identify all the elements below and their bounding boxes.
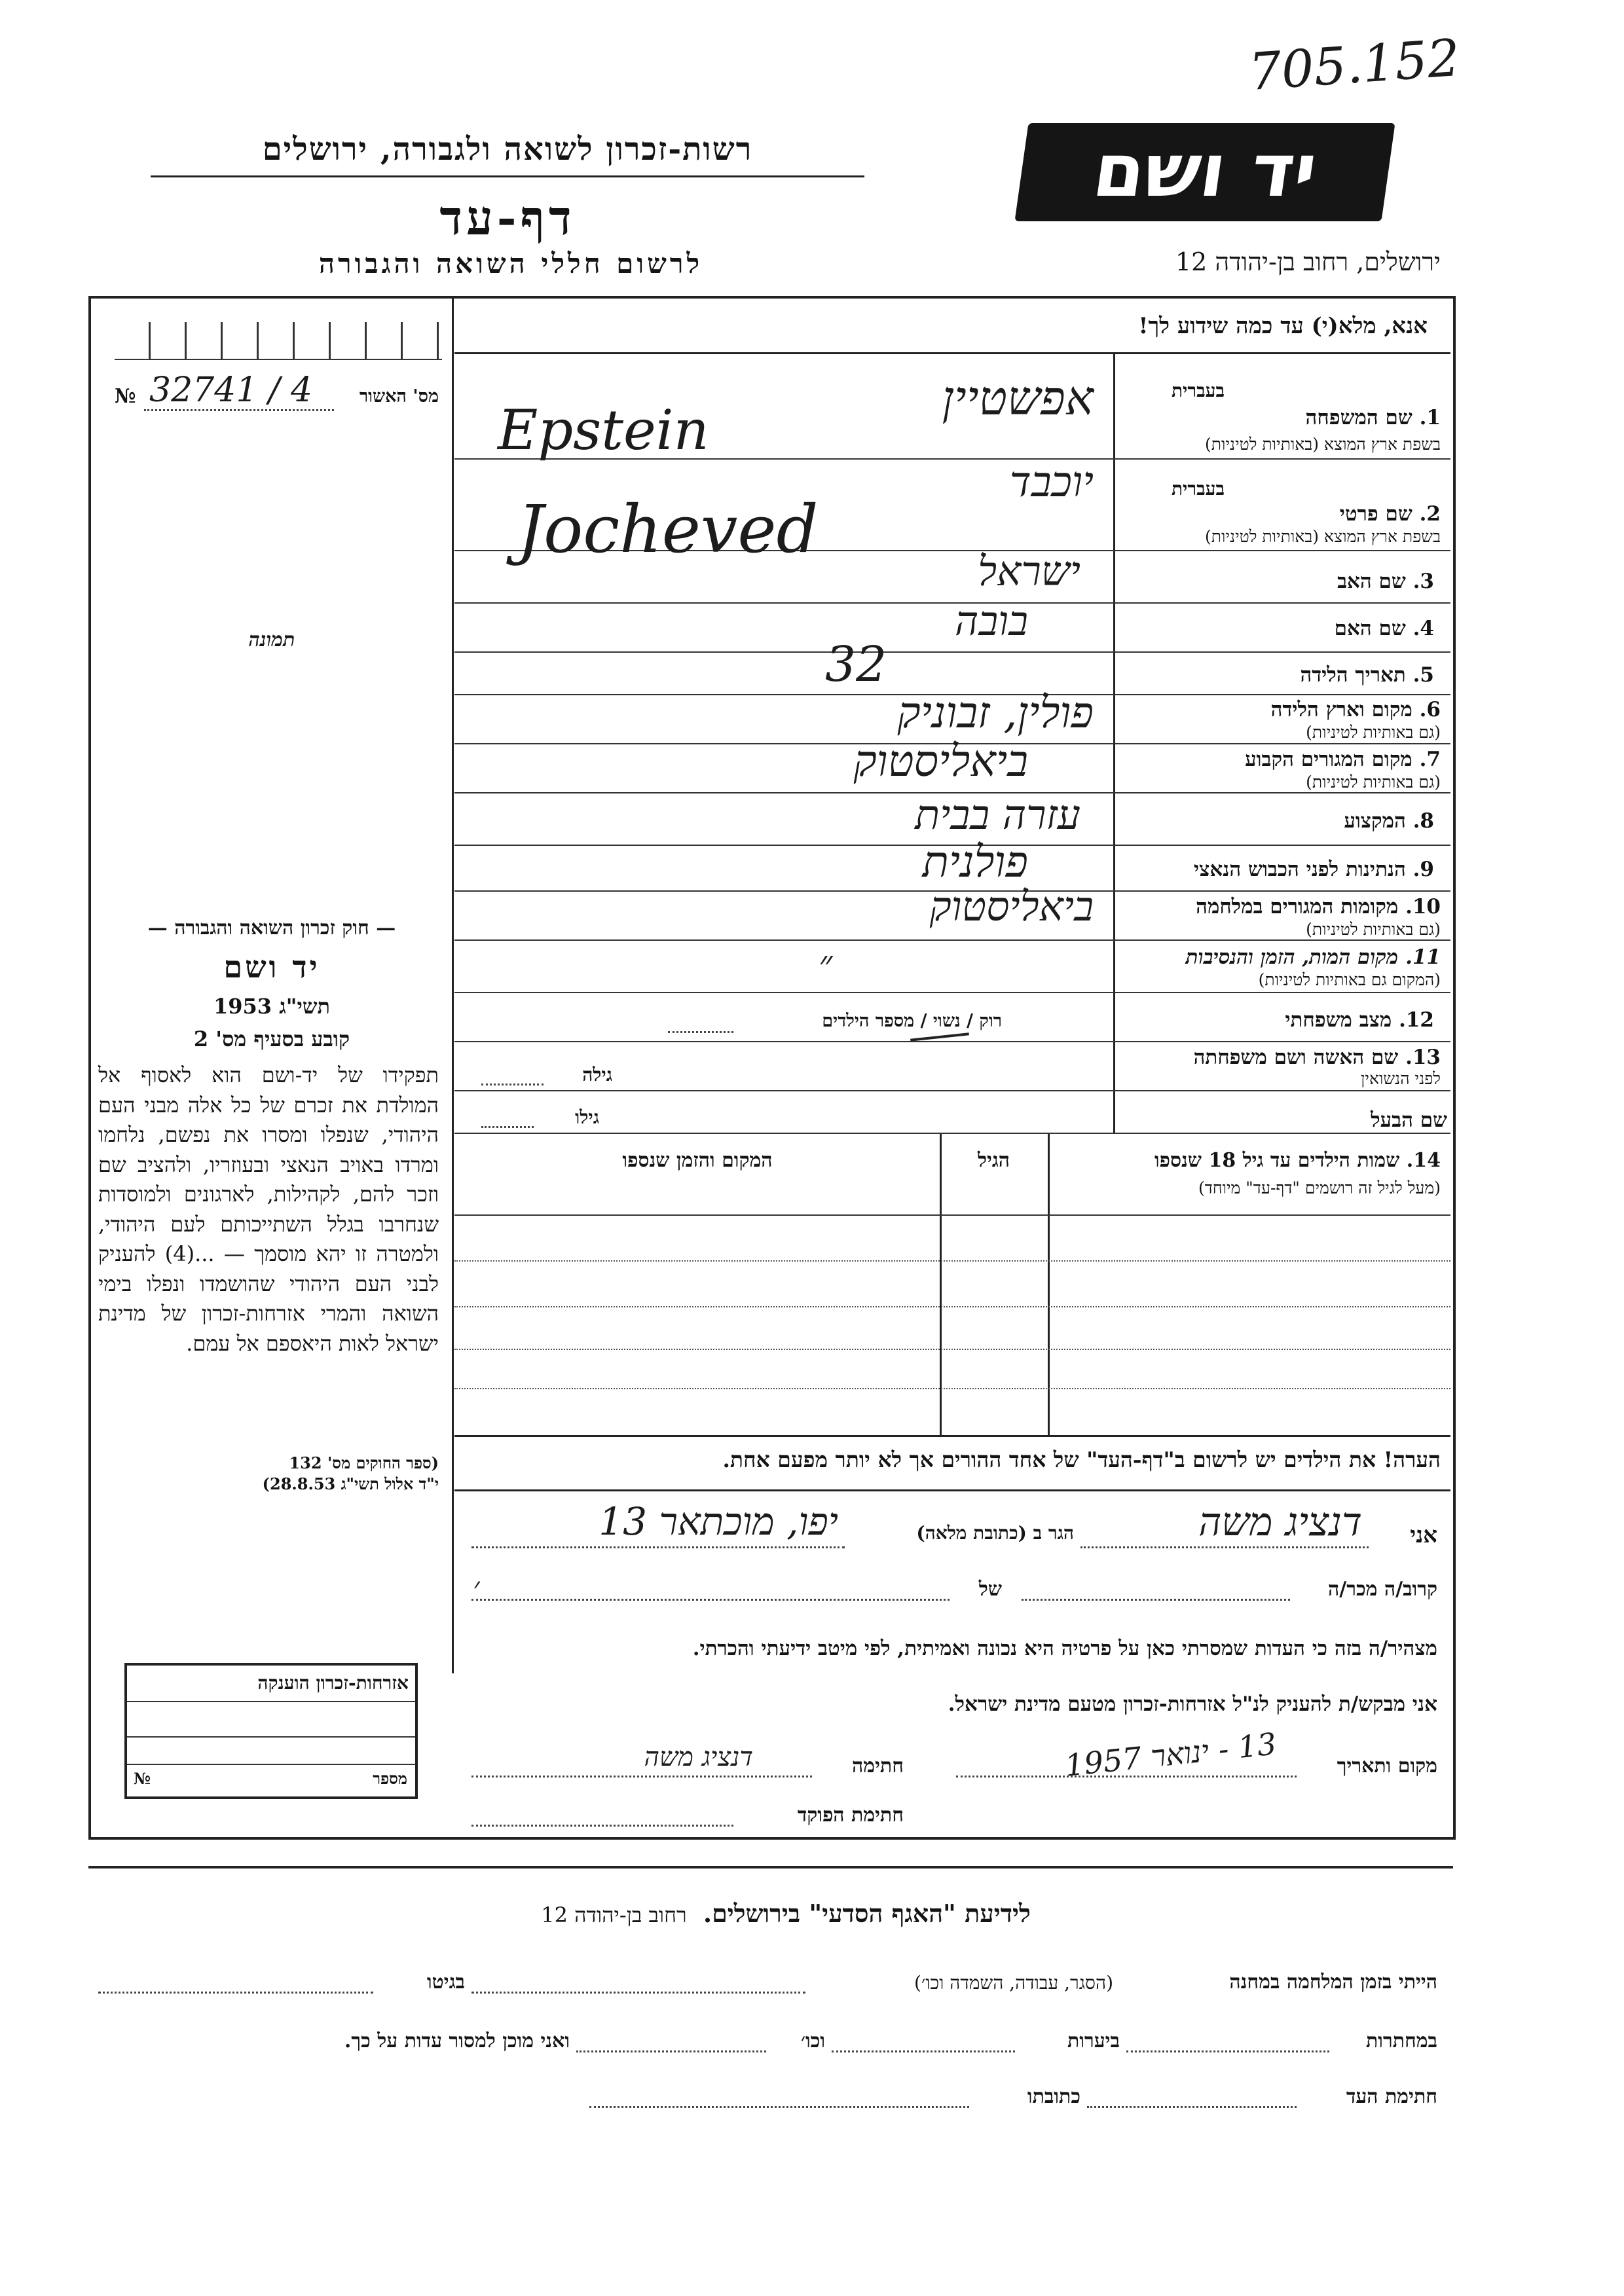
- field-sub: בשפת ארץ המוצא (באותיות לטיניות): [1205, 435, 1441, 454]
- form-subtitle: לרשום חללי השואה והגבורה: [318, 247, 703, 280]
- instruction: אנא, מלא(י) עד כמה שידוע לך!: [1138, 313, 1428, 339]
- field-wife-name: [1116, 1044, 1441, 1090]
- field-residence: [1116, 746, 1441, 792]
- field-death-place: [1116, 943, 1441, 992]
- children-row-rule: [454, 1306, 1450, 1307]
- approval-ticks: [115, 322, 442, 360]
- father-name-value: ישראל: [978, 547, 1080, 595]
- hebrew-tag: בעברית: [1171, 380, 1225, 401]
- photo-label: תמונה: [248, 629, 295, 651]
- bottom-title: לידיעת "האגף הסדעי" בירושלים.: [703, 1899, 1031, 1928]
- row-rule: [454, 992, 1450, 993]
- signature-label: חתימה: [852, 1755, 904, 1777]
- residence-value: ביאליסטוק: [853, 736, 1028, 786]
- bottom-line2-dotted-3: [576, 2050, 766, 2052]
- signature-value: דנציג משה: [644, 1742, 753, 1772]
- declare-text: מצהיר/ה בזה כי העדות שמסרתי כאן על פרטיה היא נכונה ואמיתית, לפי מיטב ידיעתי והכרתי.: [692, 1637, 1437, 1660]
- field-sub: (גם באותיות לטיניות): [1306, 920, 1441, 939]
- bottom-line1-c: בגיטו: [426, 1971, 465, 1994]
- birth-date-value: 32: [825, 636, 887, 693]
- bottom-separator: [88, 1866, 1453, 1868]
- family-name-latin-value: Epstein: [498, 398, 709, 462]
- bottom-line2-dotted: [1126, 2050, 1329, 2052]
- instruction-rule: [454, 352, 1450, 354]
- relative-label: קרוב/ה מכר/ה: [1328, 1578, 1437, 1601]
- bottom-line1-dotted: [471, 1992, 805, 1994]
- logo-text: יד ושם: [1088, 128, 1322, 213]
- bottom-line1-a: הייתי בזמן המלחמה במחנה: [1229, 1971, 1437, 1994]
- field-number: 4.: [1412, 617, 1434, 640]
- declarant-ani: אני: [1410, 1522, 1437, 1548]
- field-family-name: [1116, 367, 1441, 458]
- children-col-divider: [1048, 1134, 1050, 1435]
- field-father-name: [1337, 570, 1434, 593]
- request-text: אני מבקש/ת להעניק לנ"ל אזרחות-זכרון מטעם מדינת ישראל.: [948, 1692, 1437, 1716]
- bottom-line3-a: חתימת העד: [1346, 2085, 1437, 2108]
- field-birth-date: [1300, 663, 1434, 687]
- field-label: [1186, 945, 1441, 969]
- row-rule: [454, 1041, 1450, 1042]
- field-label-text: שם האב: [1337, 570, 1406, 593]
- law-clause: קובע בסעיף מס' 2: [193, 1027, 350, 1051]
- citizenship-no-mark: №: [134, 1769, 151, 1788]
- resides-label: הגר ב (כתובת מלאה): [916, 1522, 1074, 1544]
- field-label: [1306, 406, 1441, 429]
- bottom-title-line: [327, 1899, 1244, 1929]
- field-label: [1196, 895, 1441, 919]
- field-number: 10.: [1405, 895, 1441, 919]
- children-col-age: הגיל: [977, 1149, 1010, 1172]
- row-rule: [454, 1090, 1450, 1091]
- address-dotted: [471, 1546, 845, 1548]
- first-name-latin-value: Jocheved: [517, 491, 819, 568]
- citizenship-box-rule: [127, 1701, 415, 1702]
- field-label-text: שם האם: [1334, 617, 1406, 640]
- law-year: [98, 994, 445, 1019]
- citizenship-box: [124, 1663, 418, 1799]
- field-label-text: מקום וארץ הלידה: [1270, 698, 1412, 721]
- bottom-line2-d: ואני מוכן למסור עדות על כך.: [344, 2030, 570, 2052]
- approval-no-mark: №: [115, 385, 136, 408]
- citizenship-box-title: אזרחות-זכרון הוענקה: [257, 1672, 409, 1694]
- of-label: של: [978, 1578, 1002, 1601]
- family-name-hebrew-value: אפשטיין: [942, 371, 1094, 426]
- field-sub: (גם באותיות לטיניות): [1306, 723, 1441, 742]
- approval-label: מס' האשור: [359, 386, 439, 407]
- husband-age-label: גילו: [575, 1106, 599, 1128]
- approval-dotted-line: [144, 409, 334, 411]
- row-rule: [454, 1133, 1450, 1134]
- war-residence-value: ביאליסטוק: [929, 883, 1094, 930]
- birth-place-value: פולין, זבוניק: [897, 687, 1094, 738]
- relative-mark: ׳: [473, 1570, 480, 1605]
- children-header-rule: [454, 1214, 1450, 1216]
- mother-name-value: בובה: [955, 597, 1028, 645]
- bottom-address: רחוב בן-יהודה 12: [541, 1903, 687, 1927]
- declarant-name: דנציג משה: [1198, 1499, 1362, 1545]
- field-number: 2.: [1419, 502, 1441, 526]
- official-signature-dotted: [471, 1825, 733, 1827]
- field-profession: [1344, 809, 1434, 833]
- field-first-name: [1116, 462, 1441, 550]
- field-marital-status: [1285, 1008, 1434, 1032]
- field-label-text: שם פרטי: [1339, 502, 1412, 526]
- field-number: 1.: [1419, 406, 1441, 429]
- field-number: 11.: [1405, 945, 1441, 969]
- left-column-divider: [452, 299, 454, 1673]
- field-sub: (גם באותיות לטיניות): [1306, 773, 1441, 792]
- field-mother-name: [1335, 617, 1434, 640]
- signature-dotted: [471, 1776, 812, 1777]
- law-title: — חוק זכרון השואה והגבורה —: [147, 917, 396, 939]
- bottom-line2-b: ביערות: [1067, 2030, 1120, 2052]
- archive-number: 705.152: [1247, 28, 1462, 103]
- field-label-text: תאריך הלידה: [1300, 663, 1406, 687]
- bottom-line3-dotted-2: [589, 2106, 969, 2108]
- field-number: 3.: [1412, 570, 1434, 593]
- bottom-line3-dotted: [1087, 2106, 1297, 2108]
- field-nationality: [1194, 858, 1434, 881]
- wife-age-label: גילה: [582, 1064, 612, 1085]
- children-row-rule: [454, 1349, 1450, 1350]
- law-year-hebrew: תשי"ג: [279, 994, 330, 1019]
- children-table-bottom: [454, 1435, 1450, 1437]
- field-number: 6.: [1419, 698, 1441, 721]
- field-number: 9.: [1412, 858, 1434, 881]
- field-label: [1340, 502, 1441, 526]
- row-rule: [454, 651, 1450, 653]
- bottom-line1-b: (הסגר, עבודה, השמדה וכו׳): [913, 1972, 1113, 1994]
- wife-age-dotted: [481, 1084, 544, 1085]
- citizenship-box-rule: [127, 1764, 415, 1765]
- children-count-dotted: [668, 1031, 733, 1033]
- field-husband-name: שם הבעל: [1371, 1108, 1447, 1132]
- relative-dotted: [1022, 1599, 1290, 1601]
- field-label: [1271, 698, 1441, 721]
- place-date-label: מקום ותאריך: [1337, 1755, 1437, 1777]
- field-war-residence: [1116, 894, 1441, 939]
- declarant-name-dotted: [1080, 1546, 1369, 1548]
- field-number: 13.: [1405, 1046, 1441, 1069]
- husband-age-dotted: [481, 1126, 534, 1128]
- field-birth-place: [1116, 697, 1441, 742]
- field-label-text: מקום המגורים הקבוע: [1245, 748, 1412, 771]
- field-number: 8.: [1412, 809, 1434, 833]
- law-text: תפקידו של יד-ושם הוא לאסוף אל המולדת את זכרם של כל אלה מבני העם היהודי, שנפלו ומסרו את נפשם, נלחמו ומרדו באויב הנאצי ובעוזריו, ולהציב שם וזכר להם, לקהילות, לארגונים ולמוסדות שנחרבו בגלל השתייכותם לעם היהודי, ולמטרה זו יהא מוסמך — ...(4) להעניק לבני העם היהודי שהושמדו ונפלו בימי השואה והמרי אזרחות-זכרון של מדינת ישראל לאות היאספם אל עמם.: [98, 1063, 439, 1356]
- children-title: 14. שמות הילדים עד גיל 18 שנספו: [1154, 1149, 1441, 1172]
- field-label-text: מצב משפחתי: [1285, 1008, 1392, 1032]
- children-col-place: המקום והזמן שנספו: [622, 1149, 773, 1172]
- death-place-value: ״: [819, 943, 833, 985]
- law-name: יד ושם: [223, 949, 320, 985]
- marital-options: רוק / נשוי / מספר הילדים: [822, 1011, 1002, 1031]
- law-year-number: 1953: [213, 994, 272, 1019]
- bottom-line2-a: במחתרות: [1366, 2030, 1437, 2052]
- field-label-text: שם האשה ושם משפחתה: [1193, 1046, 1399, 1069]
- field-label-text: המקצוע: [1344, 809, 1406, 833]
- children-subtitle: (מעל לגיל זה רושמים "דף-עד" מיוחד): [1198, 1178, 1441, 1197]
- note: הערה! את הילדים יש לרשום ב"דף-העד" של אחד ההורים אך לא יותר מפעם אחת.: [722, 1447, 1441, 1472]
- citizenship-box-rule: [127, 1736, 415, 1738]
- note-rule: [454, 1489, 1450, 1491]
- law-source: (ספר החוקים מס' 132: [289, 1453, 439, 1472]
- bottom-line1-dotted-2: [98, 1992, 373, 1994]
- authority-title: רשות-זכרון לשואה ולגבורה, ירושלים: [262, 131, 753, 168]
- field-label-text: הנתינות לפני הכבוש הנאצי: [1194, 858, 1406, 881]
- hebrew-tag: בעברית: [1171, 478, 1225, 500]
- first-name-hebrew-value: יוכבד: [1009, 458, 1094, 507]
- nationality-value: פולנית: [922, 837, 1028, 887]
- field-number: 7.: [1419, 748, 1441, 771]
- field-label: [1194, 1046, 1441, 1069]
- approval-number: 32741 / 4: [149, 371, 313, 410]
- of-dotted: [471, 1599, 950, 1601]
- field-label-text: מקומות המגורים במלחמה: [1196, 895, 1399, 919]
- place-date-value: 13 - ינואר 1957: [1063, 1726, 1278, 1783]
- declarant-address: יפו, מוכתאר 13: [599, 1499, 838, 1544]
- bottom-line2-dotted-2: [832, 2050, 1015, 2052]
- children-row-rule: [454, 1260, 1450, 1262]
- field-label-text: מקום המות, הזמן והנסיבות: [1185, 945, 1399, 969]
- official-signature-label: חתימת הפוקד: [797, 1804, 904, 1827]
- row-rule: [454, 939, 1450, 941]
- citizenship-number-label: מספר: [373, 1769, 407, 1788]
- header-address: ירושלים, רחוב בן-יהודה 12: [1175, 247, 1441, 276]
- field-sub: (המקום גם באותיות לטיניות): [1258, 970, 1441, 989]
- yad-vashem-logo: [1014, 123, 1395, 221]
- authority-underline: [151, 175, 864, 177]
- law-source-date: י"ד אלול תשי"ג 28.8.53): [262, 1474, 439, 1493]
- field-label: [1245, 748, 1441, 771]
- field-sub: לפני הנשואין: [1361, 1069, 1441, 1088]
- children-row-rule: [454, 1388, 1450, 1389]
- form-title: דף-עד: [439, 190, 576, 246]
- bottom-line3-b: כתובתו: [1027, 2085, 1080, 2108]
- bottom-line2-c: וכו׳: [801, 2030, 825, 2052]
- profession-value: עזרה בבית: [915, 791, 1080, 839]
- field-label-text: שם המשפחה: [1305, 406, 1412, 429]
- field-number: 12.: [1399, 1008, 1434, 1032]
- field-sub: בשפת ארץ המוצא (באותיות לטיניות): [1205, 527, 1441, 546]
- children-col-divider: [940, 1134, 942, 1435]
- field-number: 5.: [1412, 663, 1434, 687]
